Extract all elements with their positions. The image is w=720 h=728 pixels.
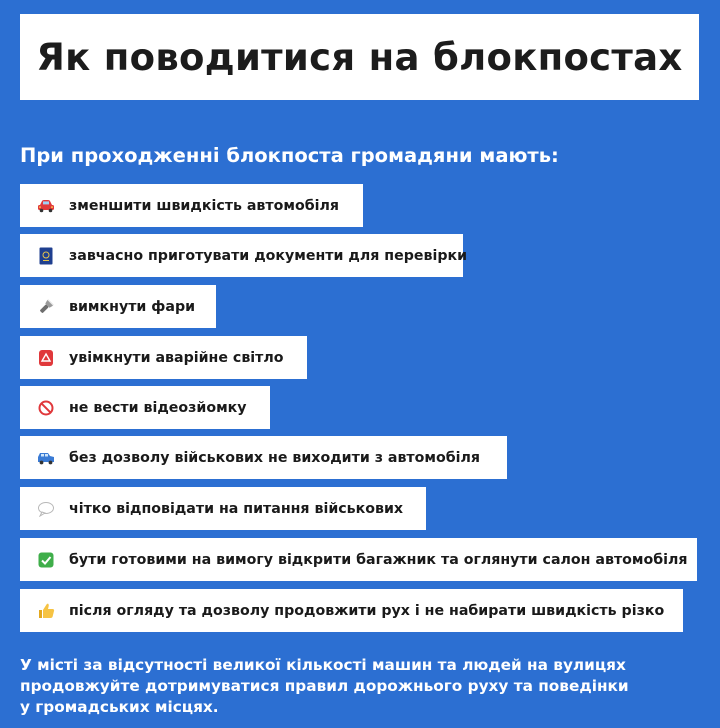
- rule-item: [20, 184, 363, 227]
- footer-line: У місті за відсутності великої кількості машин та людей на вулицях: [20, 656, 626, 674]
- rule-text: увімкнути аварійне світло: [69, 349, 284, 366]
- rule-text: чітко відповідати на питання військових: [69, 500, 404, 517]
- rule-text: після огляду та дозволу продовжити рух і не набирати швидкість різко: [69, 602, 665, 619]
- subtitle: При проходженні блокпоста громадяни мають:: [20, 144, 559, 167]
- flashlight-icon: [37, 298, 55, 316]
- passport-icon: [37, 247, 55, 265]
- rule-text: завчасно приготувати документи для перевірки: [69, 247, 468, 264]
- rule-item: [20, 285, 216, 328]
- rule-item: [20, 589, 683, 632]
- rule-item: [20, 538, 697, 581]
- rule-text: не вести відеозйомку: [69, 399, 247, 416]
- rule-text: без дозволу військових не виходити з автомобіля: [69, 449, 481, 466]
- check-mark-icon: [37, 551, 55, 569]
- thumbs-up-icon: [37, 602, 55, 620]
- suv-icon: [37, 449, 55, 467]
- rule-item: [20, 234, 468, 277]
- rule-item: [20, 386, 270, 429]
- footer-line: продовжуйте дотримуватися правил дорожнього руху та поведінки: [20, 677, 629, 695]
- rule-item: [20, 336, 307, 379]
- footer-note: [20, 655, 700, 718]
- speech-bubble-icon: [37, 500, 55, 518]
- rule-text: вимкнути фари: [69, 298, 196, 315]
- title-banner: [20, 14, 699, 100]
- hazard-light-icon: [37, 349, 55, 367]
- prohibited-icon: [37, 399, 55, 417]
- rule-item: [20, 436, 507, 479]
- rule-text: бути готовими на вимогу відкрити багажник та оглянути салон автомобіля: [69, 551, 688, 568]
- footer-line: у громадських місцях.: [20, 698, 219, 716]
- rule-item: [20, 487, 426, 530]
- page-title: Як поводитися на блокпостах: [36, 35, 683, 79]
- rule-text: зменшити швидкість автомобіля: [69, 197, 339, 214]
- car-icon: [37, 197, 55, 215]
